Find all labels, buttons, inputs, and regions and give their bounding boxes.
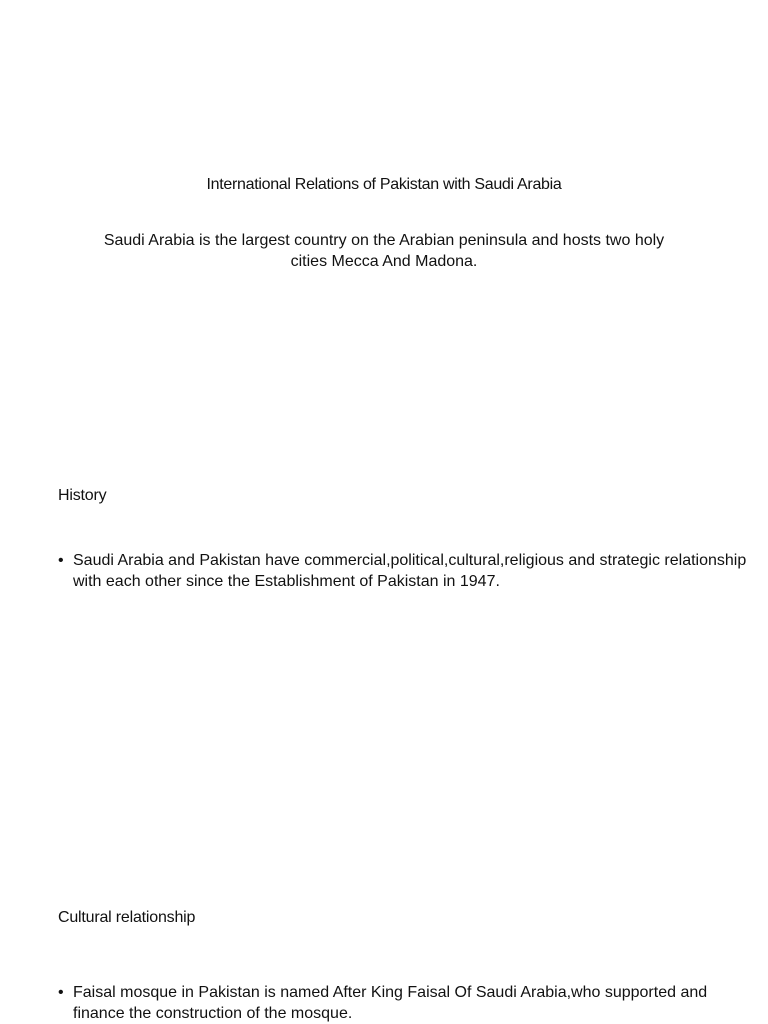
intro-paragraph: Saudi Arabia is the largest country on the Arabian peninsula and hosts two holy cities Mecca And Madona. xyxy=(103,232,665,270)
section-heading-cultural: Cultural relationship xyxy=(58,909,196,926)
section-heading-history: History xyxy=(58,487,107,504)
cultural-bullet-item xyxy=(58,982,748,1024)
history-bullet-text: Saudi Arabia and Pakistan have commercial,political,cultural,religious and strategic relationship with each other since the Establishment of Pakistan in 1947. xyxy=(73,552,747,590)
bullet-marker: • xyxy=(58,984,64,1001)
history-bullet-item xyxy=(58,550,748,592)
cultural-bullet-text: Faisal mosque in Pakistan is named After King Faisal Of Saudi Arabia,who supported and finance the construction of the mosque. xyxy=(73,984,708,1022)
document-title: International Relations of Pakistan with Saudi Arabia xyxy=(206,176,562,193)
bullet-marker: • xyxy=(58,552,64,569)
